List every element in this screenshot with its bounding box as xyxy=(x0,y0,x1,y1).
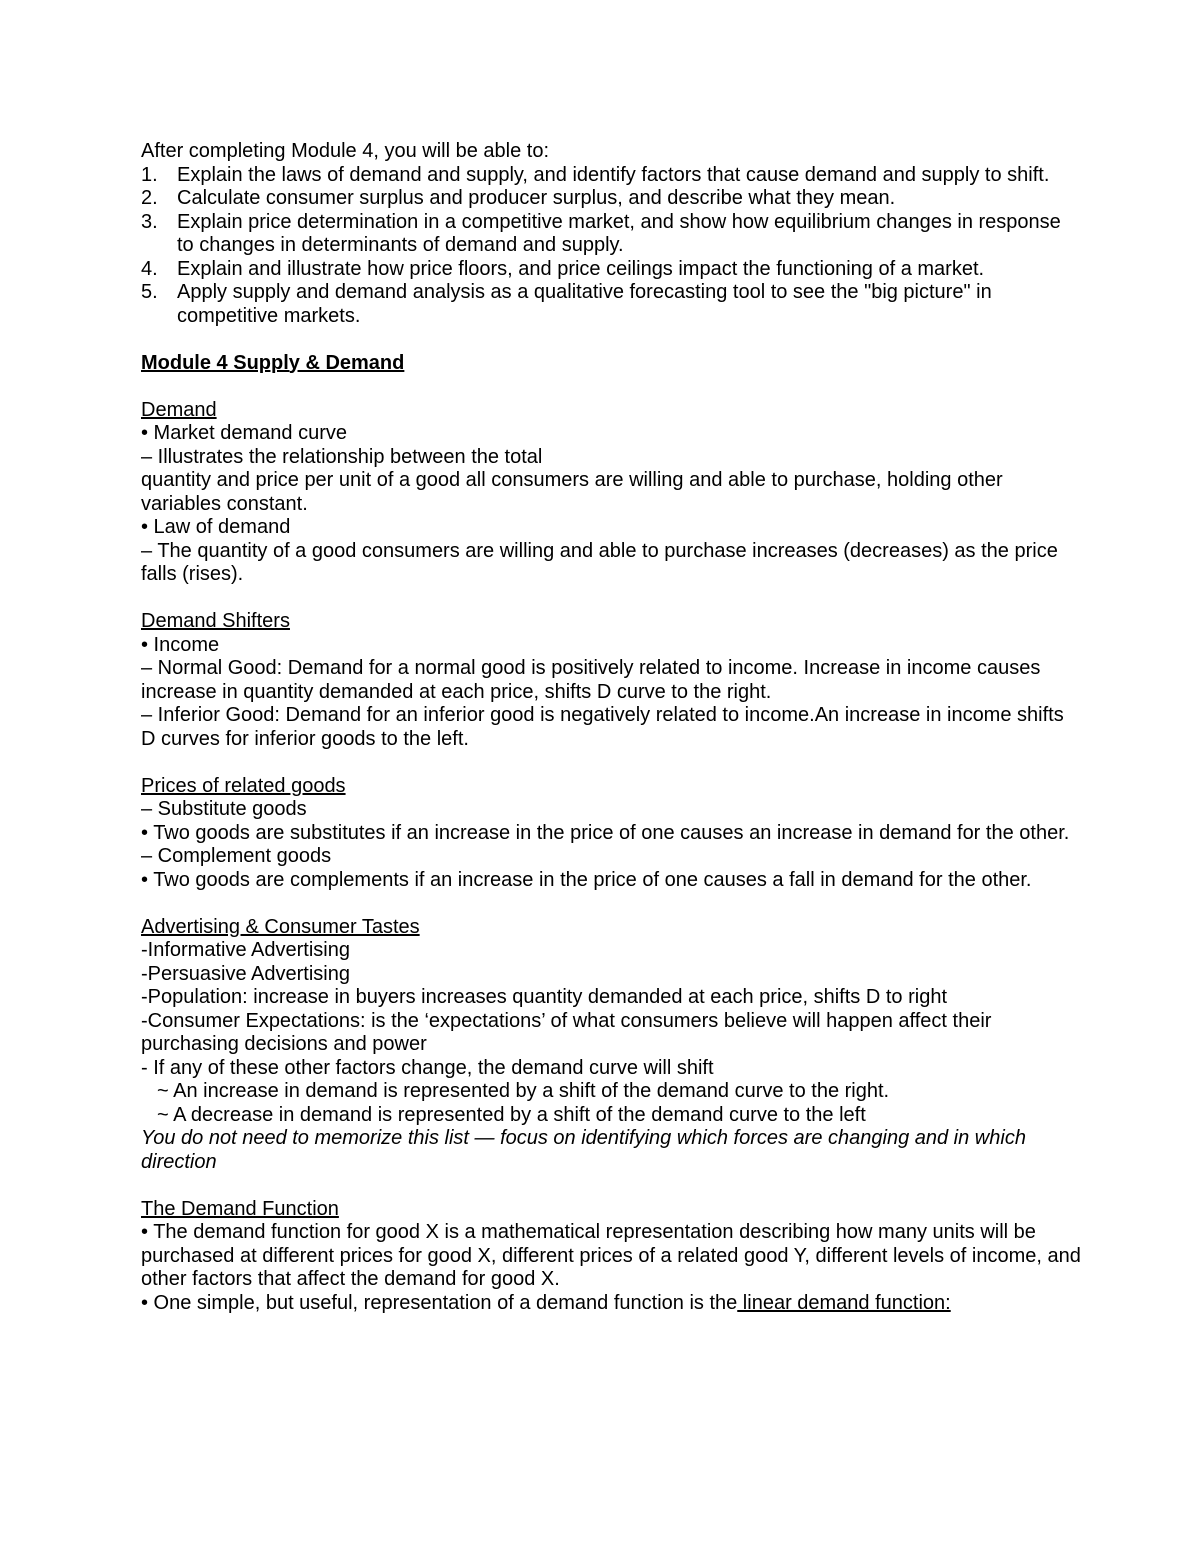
shifters-heading: Demand Shifters xyxy=(141,610,290,632)
advertising-note: You do not need to memorize this list — focus on identifying which forces are changing and in which direction xyxy=(141,1127,1026,1173)
objective-number: 3. xyxy=(141,210,158,233)
advertising-line: - If any of these other factors change, the demand curve will shift xyxy=(141,1056,714,1079)
related-goods-heading: Prices of related goods xyxy=(141,774,346,797)
demand-function-heading: The Demand Function xyxy=(141,1197,339,1220)
linear-demand-function-link: linear demand function: xyxy=(737,1291,951,1314)
objective-item xyxy=(141,187,1081,211)
demand-line: – Illustrates the relationship between the total xyxy=(141,445,543,468)
objective-number: 1. xyxy=(141,163,158,186)
demand-line: – The quantity of a good consumers are willing and able to purchase increases (decreases) as the price falls (rises). xyxy=(141,539,1058,585)
objective-text: Apply supply and demand analysis as a qualitative forecasting tool to see the "big picture" in competitive markets. xyxy=(177,281,992,327)
advertising-line: -Consumer Expectations: is the ‘expectations’ of what consumers believe will happen affect their purchasing decisions and power xyxy=(141,1009,992,1055)
objective-item xyxy=(141,164,1081,188)
objective-number: 4. xyxy=(141,257,158,280)
objective-number: 5. xyxy=(141,281,158,303)
advertising-subline: ~ A decrease in demand is represented by a shift of the demand curve to the left xyxy=(157,1103,866,1126)
document-page xyxy=(141,140,1081,1315)
shifters-line: – Normal Good: Demand for a normal good is positively related to income. Increase in income causes increase in quantity demanded at each price, shifts D curve to the right. xyxy=(141,657,1041,703)
objective-text: Explain and illustrate how price floors, and price ceilings impact the functioning of a market. xyxy=(177,257,985,280)
intro-text: After completing Module 4, you will be able to: xyxy=(141,140,549,162)
related-goods-line: • Two goods are complements if an increase in the price of one causes a fall in demand for the other. xyxy=(141,868,1032,891)
demand-line: • Law of demand xyxy=(141,516,291,538)
demand-function-prefix: • One simple, but useful, representation of a demand function is the xyxy=(141,1291,738,1314)
objective-item xyxy=(141,281,1081,328)
advertising-subline: ~ An increase in demand is represented by a shift of the demand curve to the right. xyxy=(157,1080,890,1102)
advertising-heading: Advertising & Consumer Tastes xyxy=(141,915,420,938)
module-title: Module 4 Supply & Demand xyxy=(141,351,405,374)
objective-text: Explain the laws of demand and supply, and identify factors that cause demand and supply to shift. xyxy=(177,163,1050,186)
objective-item xyxy=(141,258,1081,282)
objective-text: Calculate consumer surplus and producer surplus, and describe what they mean. xyxy=(177,187,896,209)
advertising-line: -Persuasive Advertising xyxy=(141,962,350,985)
advertising-line: -Population: increase in buyers increases quantity demanded at each price, shifts D to right xyxy=(141,986,947,1008)
demand-line: • Market demand curve xyxy=(141,422,347,444)
demand-line: quantity and price per unit of a good all consumers are willing and able to purchase, holding other variables constant. xyxy=(141,469,1003,515)
objective-text: Explain price determination in a competitive market, and show how equilibrium changes in response to changes in determinants of demand and supply. xyxy=(177,210,1061,256)
related-goods-line: • Two goods are substitutes if an increase in the price of one causes an increase in demand for the other. xyxy=(141,821,1070,844)
demand-function-line xyxy=(141,1292,1081,1316)
demand-function-line: • The demand function for good X is a mathematical representation describing how many units will be purchased at different prices for good X, different prices of a related good Y, different levels of income, and other factors that affect the demand for good X. xyxy=(141,1221,1081,1290)
shifters-line: – Inferior Good: Demand for an inferior good is negatively related to income.An increase in income shifts D curves for inferior goods to the left. xyxy=(141,704,1064,750)
objectives-list xyxy=(141,164,1081,329)
advertising-line: -Informative Advertising xyxy=(141,939,350,961)
related-goods-line: – Complement goods xyxy=(141,845,332,867)
objective-number: 2. xyxy=(141,187,158,209)
demand-heading: Demand xyxy=(141,398,217,421)
shifters-line: • Income xyxy=(141,633,220,656)
related-goods-line: – Substitute goods xyxy=(141,798,307,820)
objective-item xyxy=(141,211,1081,258)
